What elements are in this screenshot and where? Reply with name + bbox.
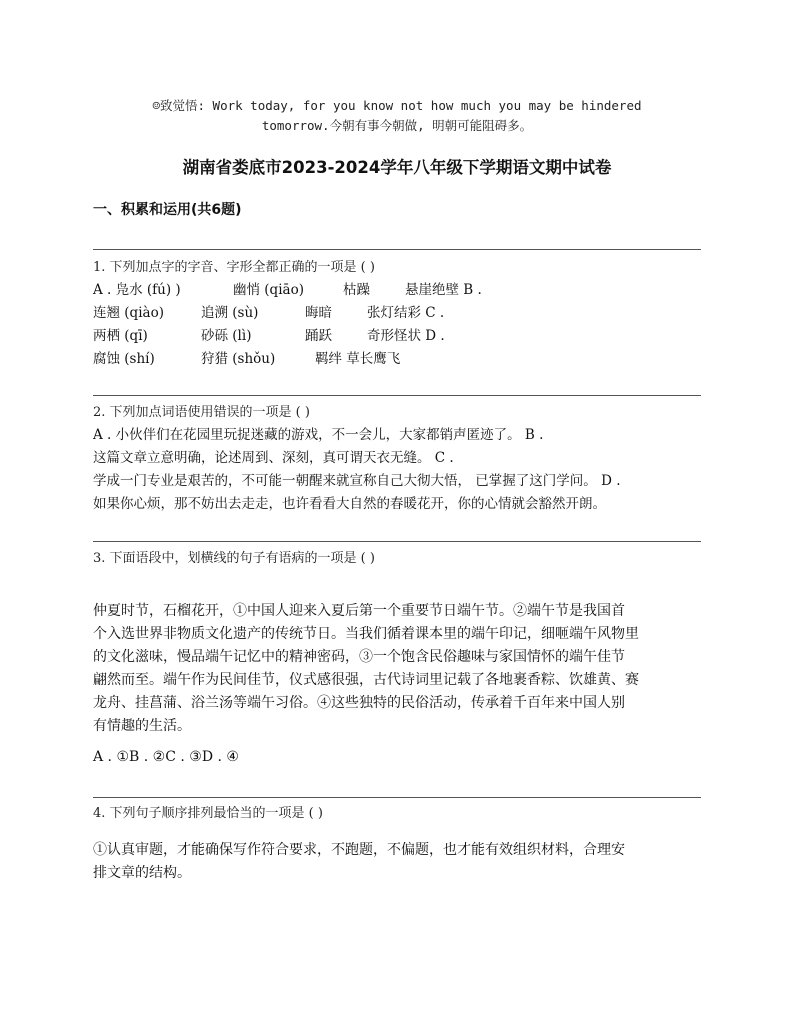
passage-line: 个入选世界非物质文化遗产的传统节日。当我们循着课本里的端午印记，细咂端午风物里	[93, 626, 639, 642]
option-item: 追溯 (sù)	[201, 305, 259, 321]
motto	[110, 96, 684, 136]
passage-line: 有情趣的生活。	[93, 718, 191, 734]
question-1-row	[93, 279, 703, 302]
motto-line-1: ☺致觉悟: Work today, for you know not how much you may be hindered	[152, 98, 642, 113]
sentence-line: 排文章的结构。	[93, 865, 191, 881]
question-1-stem: 1. 下列加点字的字音、字形全都正确的一项是 ( )	[93, 260, 375, 275]
passage-line: 的文化滋味，慢品端午记忆中的精神密码，③一个饱含民俗趣味与家国情怀的端午佳节	[93, 649, 625, 665]
motto-line-2: tomorrow.今朝有事今朝做, 明朝可能阻碍多。	[261, 118, 533, 133]
question-1-row	[93, 348, 703, 371]
divider	[93, 249, 701, 250]
question-4	[93, 802, 703, 825]
question-3	[93, 547, 703, 570]
option-item: 羁绊 草长鹰飞	[315, 351, 401, 367]
option-item: 张灯结彩 C .	[367, 305, 445, 321]
passage-line: 翩然而至。端午作为民间佳节，仪式感很强，古代诗词里记载了各地裹香粽、饮雄黄、赛	[93, 672, 639, 688]
question-1-row	[93, 325, 703, 348]
question-2-line: 学成一门专业是艰苦的，不可能一朝醒来就宣称自己大彻大悟， 已掌握了这门学问。 D .	[93, 473, 621, 489]
option-item: 狩猎 (shǒu)	[201, 351, 276, 367]
option-item: 幽悄 (qiāo)	[233, 282, 304, 298]
sentence-line: ①认真审题，才能确保写作符合要求，不跑题，不偏题，也才能有效组织材料，合理安	[93, 842, 625, 858]
passage-line: 仲夏时节，石榴花开，①中国人迎来入夏后第一个重要节日端午节。②端午节是我国首	[93, 603, 625, 619]
option-item: 奇形怪状 D .	[367, 328, 445, 344]
page-title: 湖南省娄底市2023-2024学年八年级下学期语文期中试卷	[182, 158, 612, 177]
option-item: 悬崖绝壁 B .	[405, 282, 482, 298]
question-2	[93, 401, 703, 516]
question-2-line: 如果你心烦，那不妨出去走走，也许看看大自然的春暖花开，你的心情就会豁然开朗。	[93, 496, 606, 512]
passage-line: 龙舟、挂菖蒲、浴兰汤等端午习俗。④这些独特的民俗活动，传承着千百年来中国人别	[93, 695, 625, 711]
option-item: 晦暗	[305, 305, 332, 321]
divider	[93, 541, 701, 542]
question-3-options: A . ①B . ②C . ③D . ④	[93, 749, 239, 765]
option-item: 腐蚀 (shí)	[93, 351, 155, 367]
option-item: 砂砾 (lì)	[201, 328, 252, 344]
question-1	[93, 256, 703, 371]
section-heading: 一、积累和运用(共6题)	[93, 202, 242, 218]
question-3-passage	[93, 600, 703, 738]
question-1-row	[93, 302, 703, 325]
option-item: 两栖 (qī)	[93, 328, 148, 344]
divider	[93, 797, 701, 798]
option-item: 连翘 (qiào)	[93, 305, 164, 321]
question-2-line: 这篇文章立意明确，论述周到、深刻，真可谓天衣无缝。 C .	[93, 450, 454, 466]
question-2-stem: 2. 下列加点词语使用错误的一项是 ( )	[93, 405, 310, 420]
divider	[93, 395, 701, 396]
question-2-line: A . 小伙伴们在花园里玩捉迷藏的游戏，不一会儿，大家都销声匿迹了。 B .	[93, 427, 544, 443]
option-item: 踊跃	[305, 328, 332, 344]
question-3-stem: 3. 下面语段中，划横线的句子有语病的一项是 ( )	[93, 551, 375, 566]
option-item: 枯躁	[343, 282, 370, 298]
question-4-stem: 4. 下列句子顺序排列最恰当的一项是 ( )	[93, 806, 323, 821]
question-4-sentences	[93, 839, 703, 885]
option-item: A . 凫水 (fú) )	[93, 282, 181, 298]
